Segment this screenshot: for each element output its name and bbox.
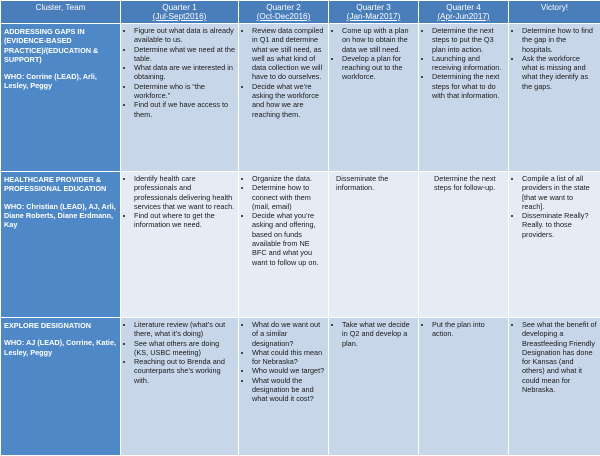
table-row [1,318,600,456]
list-item: • Find out if we have access to them. [134,100,235,119]
list-item: • Develop a plan for reaching out to the workforce. [342,54,415,82]
table-row [1,172,600,318]
list-item: • Launching and receiving information. [432,54,505,73]
header-cluster: Cluster, Team [1,1,121,24]
list-item: • Decide what you’re asking and offering, based on funds available from NE BFC and what you want to follow up on. [252,211,325,267]
list-item: • Ask the workforce what is missing and what they identify as the gaps. [522,54,597,91]
list-item: • Come up with a plan on how to obtain the data we still need. [342,26,415,54]
list-item: • Determine who is “the workforce.” [134,82,235,101]
list-item: • Identify health care professionals and professionals delivering health services that we want to reach. [134,174,235,211]
q3-cell [329,24,419,172]
list-item: • Determine the next steps to put the Q3 plan into action. [432,26,505,54]
list-item: • Determine how to connect with them (mail, email) [252,183,325,211]
header-quarter-4: Quarter 4 (Apr-Jun2017) [419,1,509,24]
list-item: • Who would we target? [252,366,325,375]
list-item: • Put the plan into action. [432,320,505,339]
list-item: • See what the benefit of developing a Breastfeeding Friendly Designation has done for Kansas (and others) and what it could mean for Nebraska. [522,320,597,394]
q4-cell [419,24,509,172]
list-item: • Determining the next steps for what to do with that information. [432,72,505,100]
cluster-team: WHO: Christian (LEAD), AJ, Arli, Diane Roberts, Diane Erdmann, Kay [4,202,117,230]
list-item: • Disseminate Really? Really. to those providers. [522,211,597,239]
list-item: • What do we want out of a similar designation? [252,320,325,348]
q3-cell [329,318,419,456]
list-item: • Review data compiled in Q1 and determine what we still need, as well as what kind of data collection we will have to do ourselves. [252,26,325,82]
cluster-cell [1,24,121,172]
q2-cell [239,172,329,318]
victory-cell [509,172,600,318]
q1-cell [121,318,239,456]
q4-cell [419,318,509,456]
victory-cell [509,318,600,456]
list-item: • Decide what we’re asking the workforce and how we are reaching them. [252,82,325,119]
cluster-team: WHO: Corrine (LEAD), Arli, Lesley, Peggy [4,72,117,91]
list-item: • What would the designation be and what would it cost? [252,376,325,404]
table-row [1,24,600,172]
list-item: • Determine how to find the gap in the hospitals. [522,26,597,54]
list-item: • See what others are doing (KS, USBC meeting) [134,339,235,358]
q3-cell [329,172,419,318]
list-item: • Reaching out to Brenda and counterparts she’s working with. [134,357,235,385]
list-item: • Compile a list of all providers in the state [that we want to reach]. [522,174,597,211]
q1-cell [121,172,239,318]
list-item: • Literature review (what’s out there, what it’s doing) [134,320,235,339]
list-item: • Find out where to get the information we need. [134,211,235,230]
list-item: • What could this mean for Nebraska? [252,348,325,367]
q1-cell [121,24,239,172]
q2-cell [239,318,329,456]
list-item: • Take what we decide in Q2 and develop a plan. [342,320,415,348]
cluster-title: ADDRESSING GAPS IN (EVIDENCE-BASED PRACTICE)/(EDUCATION & SUPPORT) [4,27,117,64]
list-item: • What data are we interested in obtaining. [134,63,235,82]
header-victory: Victory! [509,1,600,24]
header-quarter-3: Quarter 3 (Jan-Mar2017) [329,1,419,24]
cluster-title: EXPLORE DESIGNATION [4,321,117,330]
header-quarter-1: Quarter 1 (Jul-Sept2016) [121,1,239,24]
cluster-title: HEALTHCARE PROVIDER & PROFESSIONAL EDUCATION [4,175,117,194]
cell-text: Determine the next steps for follow-up. [422,174,505,193]
list-item: • Determine what we need at the table. [134,45,235,64]
cluster-cell [1,172,121,318]
header-quarter-2: Quarter 2 (Oct-Dec2016) [239,1,329,24]
cell-text: Disseminate the information. [332,174,415,193]
list-item: • Figure out what data is already available to us. [134,26,235,45]
q2-cell [239,24,329,172]
q4-cell [419,172,509,318]
header-row [1,1,600,24]
cluster-team: WHO: AJ (LEAD), Corrine, Katie, Lesley, Peggy [4,338,117,357]
victory-cell [509,24,600,172]
cluster-cell [1,318,121,456]
list-item: • Organize the data. [252,174,325,183]
